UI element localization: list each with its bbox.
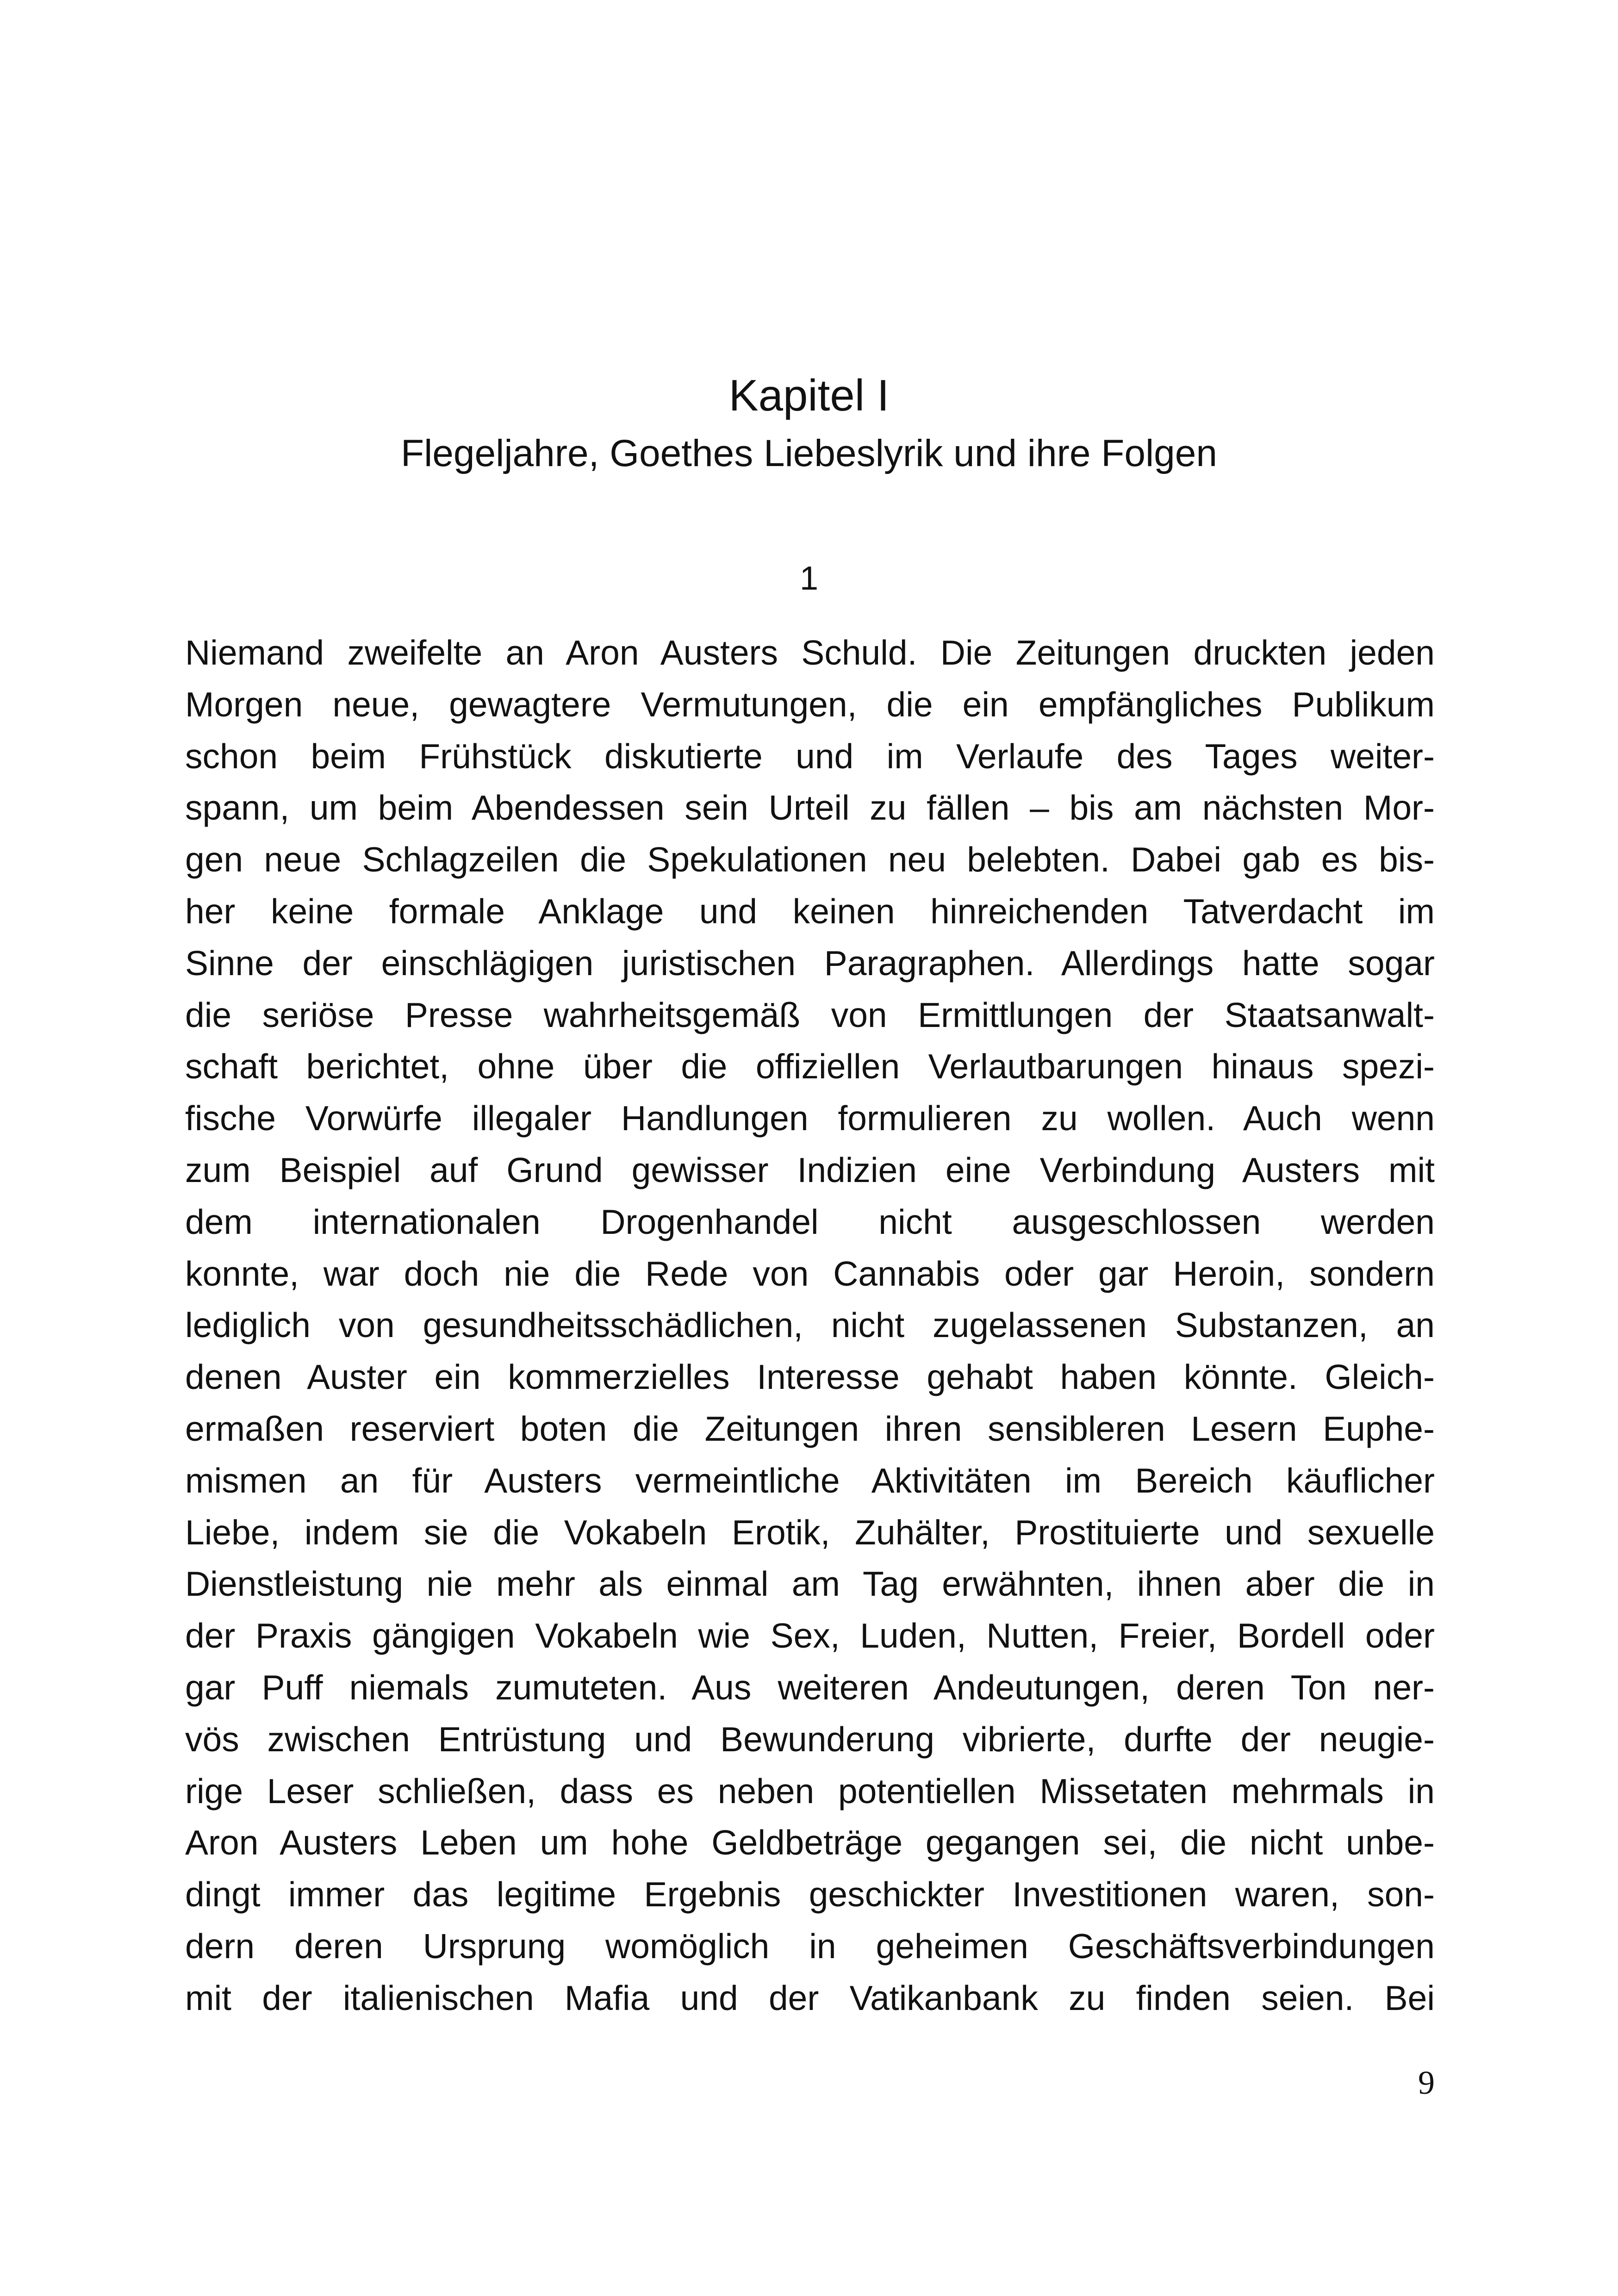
body-line: Morgen neue, gewagtere Vermutungen, die ein empfängliches Publikum [185, 684, 1435, 724]
body-line: konnte, war doch nie die Rede von Cannabis oder gar Heroin, sondern [185, 1254, 1435, 1293]
body-text [185, 627, 1435, 2024]
body-line: dingt immer das legitime Ergebnis geschickter Investitionen waren, son- [185, 1875, 1435, 1914]
body-line: zum Beispiel auf Grund gewisser Indizien eine Verbindung Austers mit [185, 1150, 1435, 1189]
body-line: gen neue Schlagzeilen die Spekulationen neu belebten. Dabei gab es bis- [185, 840, 1435, 879]
body-line: gar Puff niemals zumuteten. Aus weiteren Andeutungen, deren Ton ner- [185, 1668, 1435, 1707]
body-line: Aron Austers Leben um hohe Geldbeträge gegangen sei, die nicht unbe- [185, 1823, 1435, 1862]
body-line: lediglich von gesundheitsschädlichen, nicht zugelassenen Substanzen, an [185, 1306, 1435, 1345]
body-line: die seriöse Presse wahrheitsgemäß von Ermittlungen der Staatsanwalt- [185, 995, 1435, 1034]
body-line: schon beim Frühstück diskutierte und im Verlaufe des Tages weiter- [185, 736, 1435, 776]
body-line: Niemand zweifelte an Aron Austers Schuld. Die Zeitungen druckten jeden [185, 633, 1435, 672]
body-line: mismen an für Austers vermeintliche Aktivitäten im Bereich käuflicher [185, 1461, 1435, 1500]
body-line: der Praxis gängigen Vokabeln wie Sex, Luden, Nutten, Freier, Bordell oder [185, 1616, 1435, 1655]
body-line: mit der italienischen Mafia und der Vatikanbank zu finden seien. Bei [185, 1978, 1435, 2017]
body-line: Sinne der einschlägigen juristischen Paragraphen. Allerdings hatte sogar [185, 943, 1435, 983]
page-number: 9 [1418, 2064, 1435, 2101]
body-line: fische Vorwürfe illegaler Handlungen formulieren zu wollen. Auch wenn [185, 1099, 1435, 1138]
body-line: vös zwischen Entrüstung und Bewunderung vibrierte, durfte der neugie- [185, 1719, 1435, 1759]
body-line: denen Auster ein kommerzielles Interesse gehabt haben könnte. Gleich- [185, 1357, 1435, 1397]
body-line: Liebe, indem sie die Vokabeln Erotik, Zuhälter, Prostituierte und sexuelle [185, 1512, 1435, 1552]
body-line: dem internationalen Drogenhandel nicht ausgeschlossen werden [185, 1202, 1435, 1241]
body-line: ermaßen reserviert boten die Zeitungen ihren sensibleren Lesern Euphe- [185, 1409, 1435, 1448]
body-line: schaft berichtet, ohne über die offiziellen Verlautbarungen hinaus spezi- [185, 1047, 1435, 1086]
body-line: her keine formale Anklage und keinen hinreichenden Tatverdacht im [185, 891, 1435, 931]
body-line: rige Leser schließen, dass es neben potentiellen Missetaten mehrmals in [185, 1771, 1435, 1811]
body-line: Dienstleistung nie mehr als einmal am Tag erwähnten, ihnen aber die in [185, 1564, 1435, 1604]
section-number: 1 [799, 560, 819, 597]
chapter-subtitle: Flegeljahre, Goethes Liebeslyrik und ihre Folgen [400, 432, 1217, 474]
chapter-title: Kapitel I [728, 371, 890, 420]
body-line: spann, um beim Abendessen sein Urteil zu fällen – bis am nächsten Mor- [185, 788, 1435, 828]
body-line: dern deren Ursprung womöglich in geheimen Geschäftsverbindungen [185, 1926, 1435, 1966]
